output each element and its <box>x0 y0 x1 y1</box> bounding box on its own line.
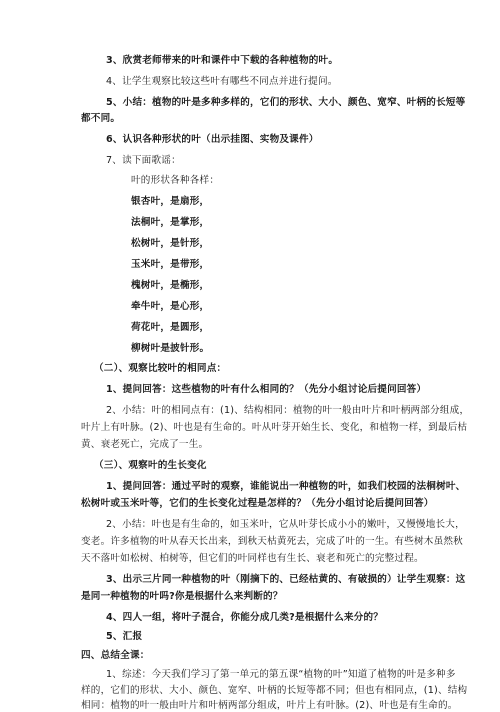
rhyme-line: 槐树叶，是椭形， <box>131 280 210 291</box>
line-observe-compare: 4、让学生观察比较这些叶有哪些不同点并进行提问。 <box>106 76 338 87</box>
line-read-rhyme: 7、读下面歌谣： <box>106 155 181 166</box>
line-appreciate-leaves: 3、欣赏老师带来的叶和课件中下载的各种植物的叶。 <box>106 55 339 66</box>
line-summary-1-cont: 都不同。 <box>81 113 121 124</box>
line-summary-3-cont: 天不落叶如松树、柏树等，但它们的叶同样也有生长、衰老和死亡的完整过程。 <box>81 553 424 564</box>
line-question-growth: 1、提问回答：通过平时的观察，谁能说出一种植物的叶，如我们校园的法桐树叶、 <box>106 481 466 492</box>
line-three-leaves: 3、出示三片同一种植物的叶（刚摘下的、已经枯黄的、有破损的）让学生观察：这 <box>106 574 466 585</box>
rhyme-line: 法桐叶，是掌形， <box>131 217 210 228</box>
rhyme-line: 银杏叶，是扇形， <box>131 196 210 207</box>
line-summary-1: 5、小结：植物的叶是多种多样的，它们的形状、大小、颜色、宽窄、叶柄的长短等 <box>106 97 466 108</box>
line-group-sort: 4、四人一组，将叶子混合，你能分成几类?是根据什么来分的？ <box>106 612 384 623</box>
line-summary-2-cont: 黄、衰老死亡，完成了一生。 <box>81 439 209 450</box>
rhyme-line: 牵牛叶，是心形， <box>131 301 210 312</box>
line-overview-cont: 相同：植物的叶一般由叶片和叶柄两部分组成，叶片上有叶脉。(2)、叶也是有生命的。 <box>81 700 458 711</box>
line-recognize-shapes: 6、认识各种形状的叶（出示挂图、实物及课件） <box>106 134 319 145</box>
line-question-same: 1、提问回答：这些植物的叶有什么相同的？（先分小组讨论后提问回答） <box>106 384 427 395</box>
line-summary-2: 2、小结：叶的相同点有：(1)、结构相同：植物的叶一般由叶片和叶柄两部分组成， <box>106 405 470 416</box>
line-overview-cont: 样的，它们的形状、大小、颜色、宽窄、叶柄的长短等都不同；但也有相同点，(1)、结构 <box>81 685 468 696</box>
line-question-growth-cont: 松树叶或玉米叶等，它们的生长变化过程是怎样的？（先分小组讨论后提问回答） <box>81 498 434 509</box>
line-report: 5、汇报 <box>106 631 143 642</box>
line-three-leaves-cont: 是同一种植物的叶吗?你是根据什么来判断的？ <box>81 591 283 602</box>
rhyme-line: 荷花叶，是圆形， <box>131 322 210 333</box>
line-summary-2-cont: 叶片上有叶脉。(2)、叶也是有生命的。叶从叶芽开始生长、变化，和植物一样，到最后枯 <box>81 422 468 433</box>
section-2-heading: （二）、观察比较叶的相同点： <box>94 363 227 374</box>
rhyme-line: 玉米叶，是带形， <box>131 259 210 270</box>
line-summary-3: 2、小结：叶也是有生命的，如玉米叶，它从叶芽长成小小的嫩叶，又慢慢地长大， <box>106 519 465 530</box>
rhyme-line: 松树叶，是针形， <box>131 238 210 249</box>
line-summary-3-cont: 变老。许多植物的叶从春天长出来，到秋天枯黄死去，完成了叶的一生。有些树木虽然秋 <box>81 536 463 547</box>
line-overview: 1、综述：今天我们学习了第一单元的第五课“植物的叶”知道了植物的叶是多种多 <box>106 669 456 680</box>
section-3-heading: （三）、观察叶的生长变化 <box>94 460 207 471</box>
section-4-heading: 四、总结全课： <box>81 650 150 661</box>
rhyme-line: 柳树叶是披针形。 <box>131 343 210 354</box>
rhyme-intro: 叶的形状各种各样： <box>131 175 220 186</box>
